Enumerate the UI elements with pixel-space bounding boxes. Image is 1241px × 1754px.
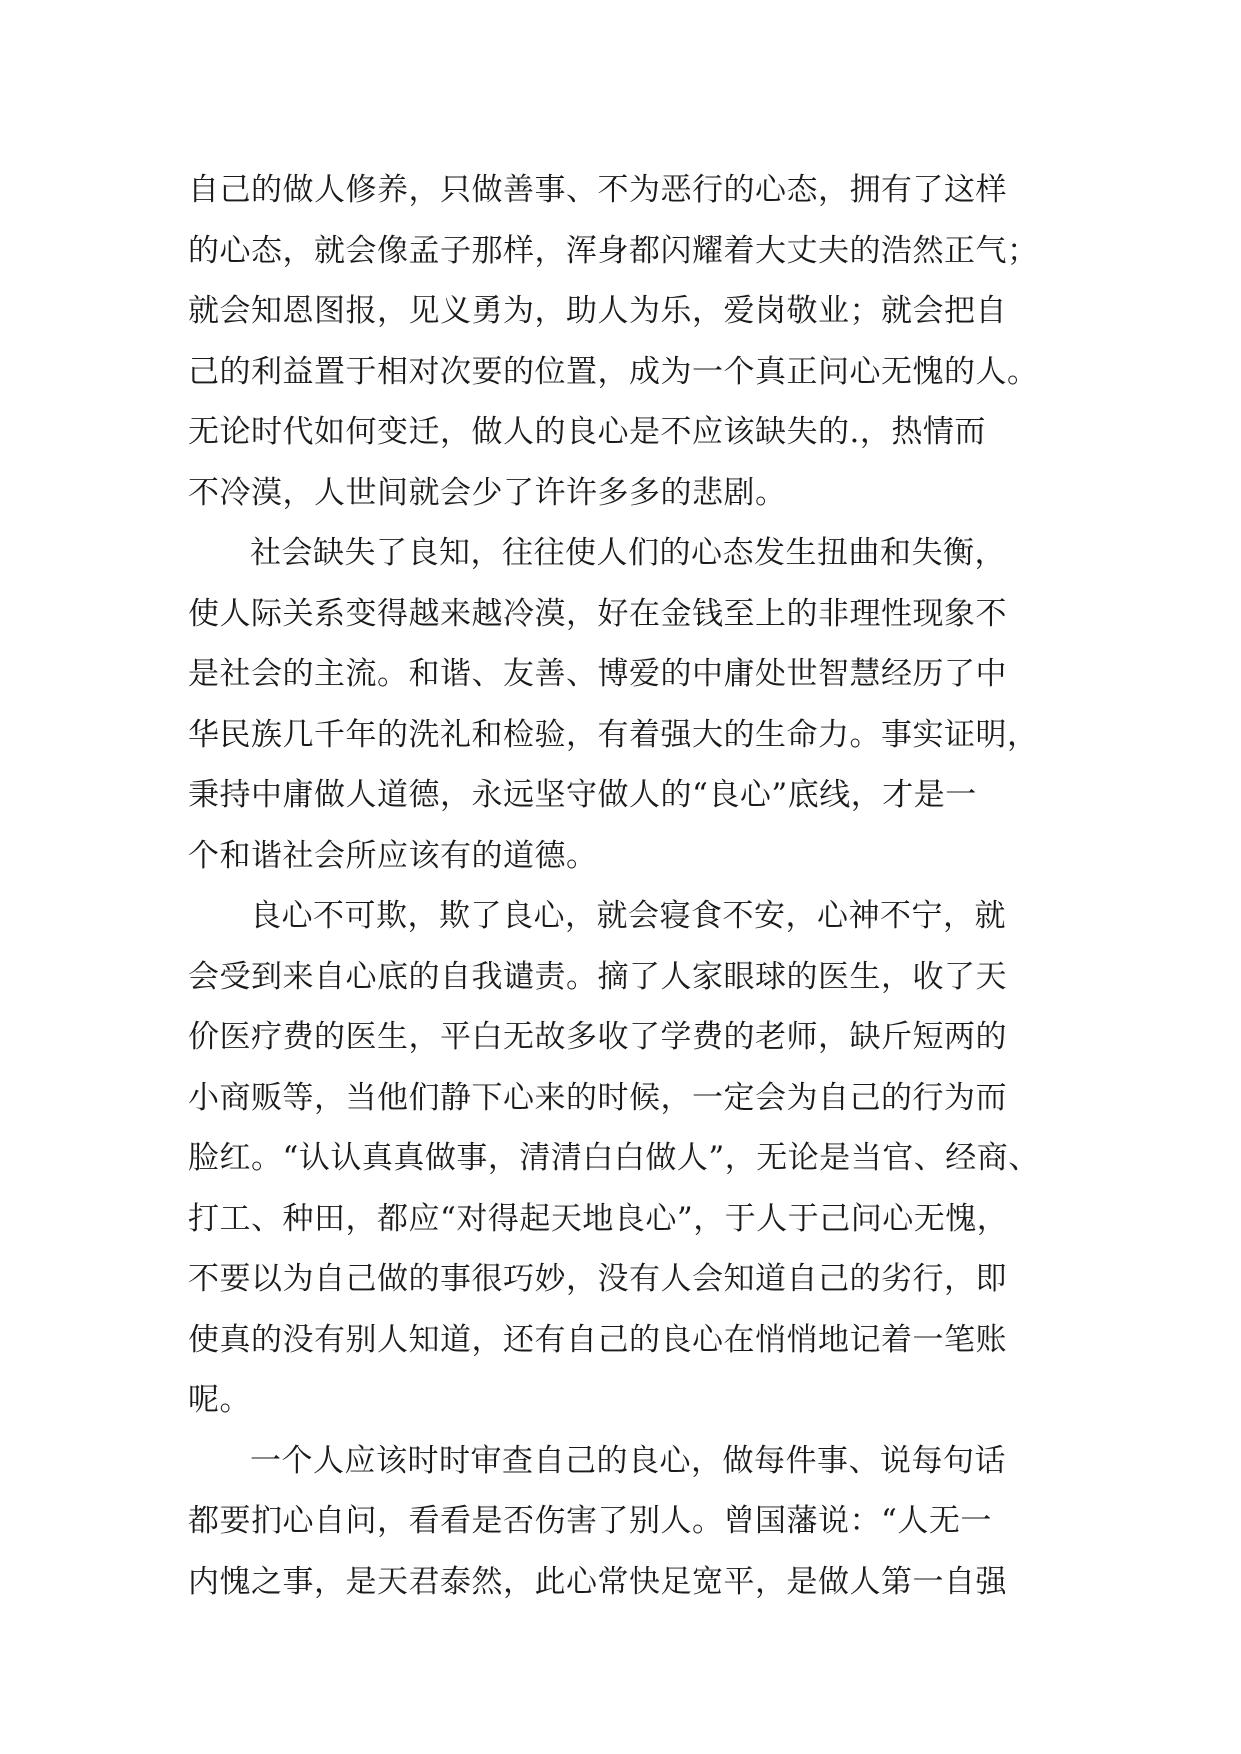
body-text <box>188 160 1068 1612</box>
text-line: 自己的做人修养，只做善事、不为恶行的心态，拥有了这样 <box>188 172 1007 208</box>
text-line: 秉持中庸做人道德，永远坚守做人的“良心”底线，才是一 <box>188 777 977 813</box>
text-line: 使真的没有别人知道，还有自己的良心在悄悄地记着一笔账 <box>188 1321 1007 1358</box>
text-line: 使人际关系变得越来越冷漠，好在金钱至上的非理性现象不 <box>188 595 1007 632</box>
text-line: 小商贩等，当他们静下心来的时候，一定会为自己的行为而 <box>188 1079 1007 1116</box>
text-line: 无论时代如何变迁，做人的良心是不应该缺失的.，热情而 <box>188 414 986 450</box>
text-line: 个和谐社会所应该有的道德。 <box>188 837 598 874</box>
paragraph-first-line: 一个人应该时时审查自己的良心，做每件事、说每句话 <box>250 1442 1006 1479</box>
text-line: 己的利益置于相对次要的位置，成为一个真正问心无愧的人。 <box>188 353 1039 390</box>
paragraph-first-line: 社会缺失了良知，往往使人们的心态发生扭曲和失衡， <box>250 535 1006 571</box>
text-line: 内愧之事，是天君泰然，此心常快足宽平，是做人第一自强 <box>188 1563 1007 1600</box>
text-line: 华民族几千年的洗礼和检验，有着强大的生命力。事实证明， <box>188 716 1039 753</box>
text-line: 打工、种田，都应“对得起天地良心”，于人于己问心无愧， <box>188 1200 1009 1237</box>
text-line: 就会知恩图报，见义勇为，助人为乐，爱岗敬业；就会把自 <box>188 293 1007 329</box>
text-line: 都要扪心自问，看看是否伤害了别人。曾国藩说：“人无一 <box>188 1503 992 1539</box>
text-line: 会受到来自心底的自我谴责。摘了人家眼球的医生，收了天 <box>188 958 1007 995</box>
text-line: 价医疗费的医生，平白无故多收了学费的老师，缺斤短两的 <box>188 1019 1007 1055</box>
text-line: 呢。 <box>188 1382 251 1418</box>
text-line: 不冷漠，人世间就会少了许许多多的悲剧。 <box>188 474 787 511</box>
paragraph-first-line: 良心不可欺，欺了良心，就会寝食不安，心神不宁，就 <box>250 898 1006 934</box>
text-line: 的心态，就会像孟子那样，浑身都闪耀着大丈夫的浩然正气； <box>188 232 1039 269</box>
text-line: 不要以为自己做的事很巧妙，没有人会知道自己的劣行，即 <box>188 1261 1007 1297</box>
text-line: 是社会的主流。和谐、友善、博爱的中庸处世智慧经历了中 <box>188 656 1007 692</box>
text-line: 脸红。“认认真真做事，清清白白做人”，无论是当官、经商、 <box>188 1140 1040 1176</box>
